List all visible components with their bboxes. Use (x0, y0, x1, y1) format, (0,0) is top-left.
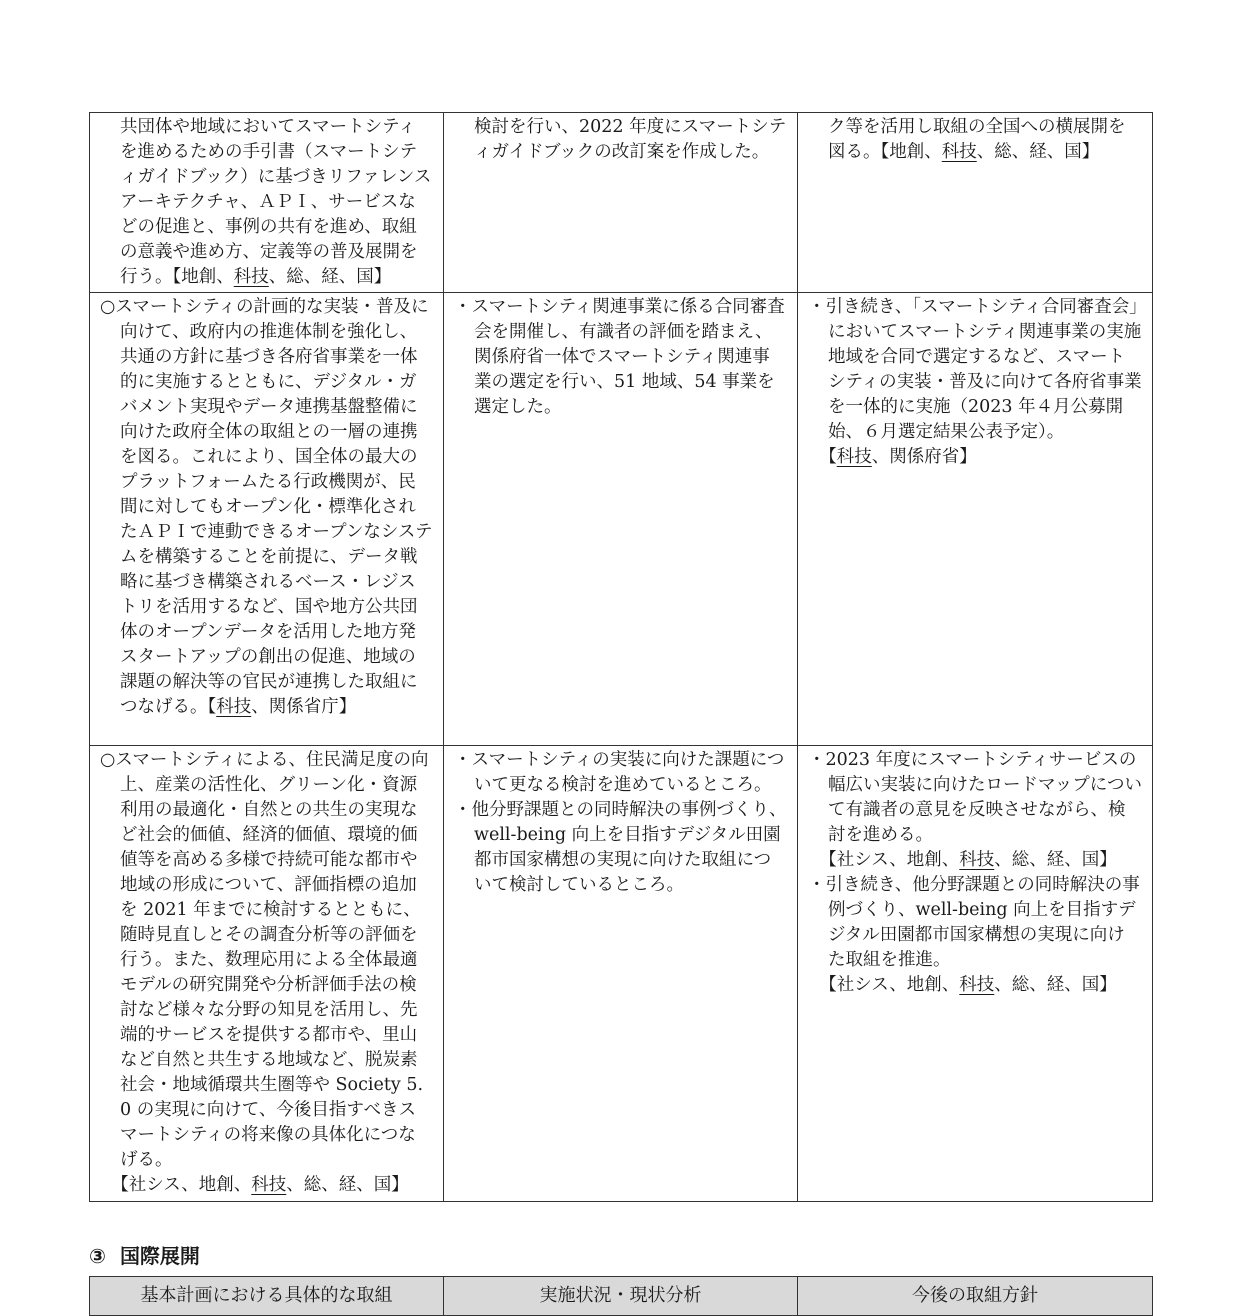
header-policy: 今後の取組方針 (798, 1277, 1153, 1316)
cell-policy (798, 293, 1153, 746)
measures-table (89, 112, 1153, 1202)
status-item: ・他分野課題との同時解決の事例づくり、well-being 向上を目指すデジタル田園都市国家構想の実現に向けた取組について検討しているところ。 (454, 800, 787, 895)
status-item: ・スマートシティの実装に向けた課題について更なる検討を進めているところ。 (454, 750, 785, 795)
status-text: 検討を行い、2022 年度にスマートシティガイドブックの改訂案を作成した。 (474, 117, 787, 162)
header-status: 実施状況・現状分析 (444, 1277, 798, 1316)
policy-text: ク等を活用し取組の全国への横展開を図る。【地創、科技、総、経、国】 (828, 117, 1126, 162)
cell-plan (90, 293, 444, 746)
ministry-tag: 【地創、科技、総、経、国】 (172, 267, 392, 287)
ministry-tag: 【科技、関係府省】 (828, 447, 977, 467)
ministry-tag: 【社シス、地創、科技、総、経、国】 (828, 975, 1117, 995)
cell-policy (798, 113, 1153, 293)
plan-item: ○スマートシティによる、住民満足度の向上、産業の活性化、グリーン化・資源利用の最適化・自然との共生の実現など社会的価値、経済的価値、環境的価値等を高める多様で持続可能な都市や地域の形成について、評価指標の追加を 2021 年までに検討するとともに、随時見直しとその調査分析等の評価を行う。また、数理応用による全体最適モデルの研究開発や分析評価手法の検討など様々な分野の知見を活用し、先端的サービスを提供する都市や、里山など自然と共生する地域など、脱炭素社会・地域循環共生圏等や Society 5.0 の実現に向けて、今後目指すべきスマートシティの将来像の具体化につなげる。【社シス、地創、科技、総、経、国】 (100, 750, 429, 1195)
policy-item: ・引き続き、「スマートシティ合同審査会」においてスマートシティ関連事業の実施地域を合同で選定するなど、スマートシティの実装・普及に向けて各府省事業を一体的に実施（2023 年４月公募開始、６月選定結果公表予定）。【科技、関係府省】 (808, 297, 1142, 467)
cell-plan (90, 746, 444, 1202)
table-row (90, 293, 1153, 746)
section-heading (89, 1240, 200, 1269)
section-title: 国際展開 (119, 1244, 200, 1268)
next-table-header (89, 1276, 1153, 1316)
cell-status (444, 746, 798, 1202)
table-row (90, 113, 1153, 293)
section-number: ③ (89, 1244, 106, 1268)
ministry-tag: 【社シス、地創、科技、総、経、国】 (120, 1175, 409, 1195)
header-plan: 基本計画における具体的な取組 (90, 1277, 444, 1316)
cell-status (444, 113, 798, 293)
status-item: ・スマートシティ関連事業に係る合同審査会を開催し、有識者の評価を踏まえ、関係府省一体でスマートシティ関連事業の選定を行い、51 地域、54 事業を選定した。 (454, 297, 785, 417)
plan-text: 共団体や地域においてスマートシティを進めるための手引書（スマートシティガイドブック）に基づきリファレンスアーキテクチャ、ＡＰＩ、サービスなどの促進と、事例の共有を進め、取組の意義や進め方、定義等の普及展開を行う。【地創、科技、総、経、国】 (120, 117, 432, 287)
cell-status (444, 293, 798, 746)
plan-item: ○スマートシティの計画的な実装・普及に向けて、政府内の推進体制を強化し、共通の方針に基づき各府省事業を一体的に実施するとともに、デジタル・ガバメント実現やデータ連携基盤整備に向けた政府全体の取組との一層の連携を図る。これにより、国全体の最大のプラットフォームたる行政機関が、民間に対してもオープン化・標準化されたＡＰＩで連動できるオープンなシステムを構築することを前提に、データ戦略に基づき構築されるベース・レジストリを活用するなど、国や地方公共団体のオープンデータを活用した地方発スタートアップの創出の促進、地域の課題の解決等の官民が連携した取組につなげる。【科技、関係省庁】 (100, 297, 433, 717)
cell-policy (798, 746, 1153, 1202)
policy-item: ・2023 年度にスマートシティサービスの幅広い実装に向けたロードマップについて有識者の意見を反映させながら、検討を進める。【社シス、地創、科技、総、経、国】 (808, 750, 1142, 870)
ministry-tag: 【地創、科技、総、経、国】 (880, 142, 1100, 162)
ministry-tag: 【科技、関係省庁】 (207, 697, 357, 717)
cell-plan (90, 113, 444, 293)
ministry-tag: 【社シス、地創、科技、総、経、国】 (828, 850, 1117, 870)
policy-item: ・引き続き、他分野課題との同時解決の事例づくり、well-being 向上を目指すデジタル田園都市国家構想の実現に向けた取組を推進。【社シス、地創、科技、総、経、国】 (808, 875, 1140, 995)
header-row (90, 1277, 1153, 1316)
table-row (90, 746, 1153, 1202)
